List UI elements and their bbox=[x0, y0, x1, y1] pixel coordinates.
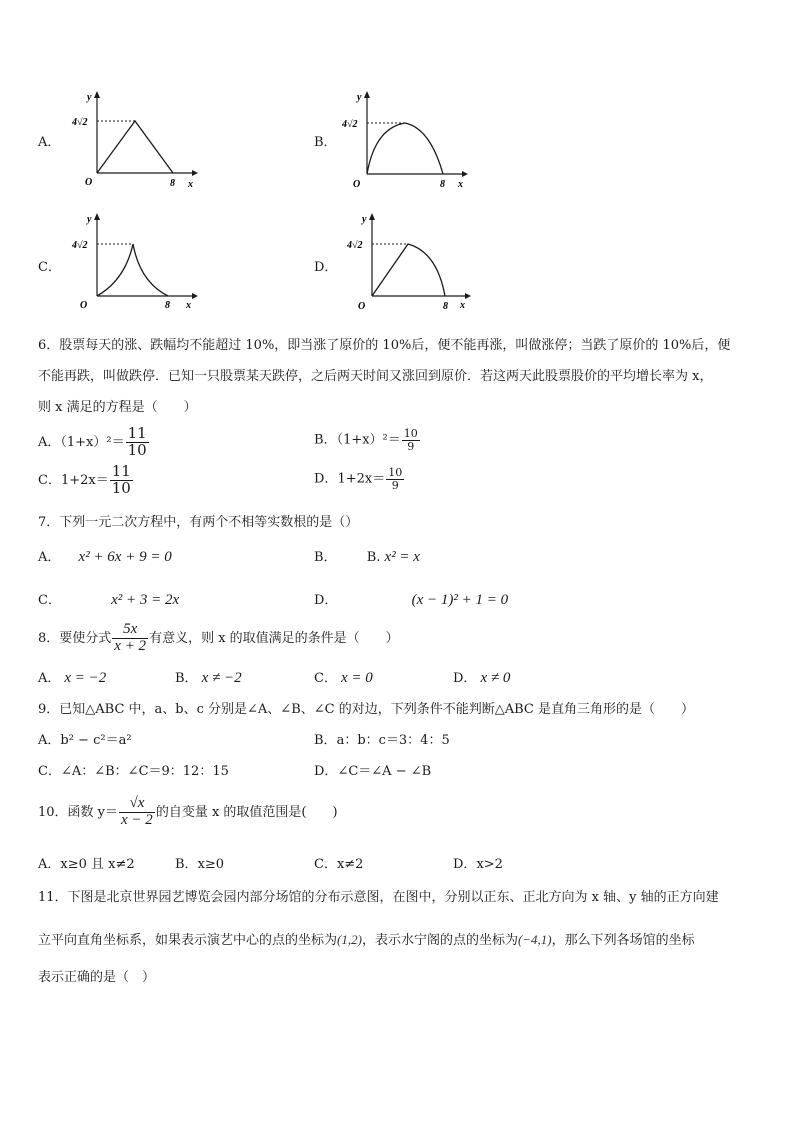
y-axis-label: y bbox=[362, 214, 367, 225]
option-expr: （1+x）²＝ bbox=[60, 434, 125, 450]
option-label: D． bbox=[314, 471, 338, 487]
option-label: D． bbox=[453, 857, 477, 872]
x-axis-arrow bbox=[462, 171, 468, 177]
q5-option-b-label: B． bbox=[314, 135, 337, 150]
q11-stem-line-1: 11．下图是北京世界园艺博览会园内部分场馆的分布示意图，在图中，分别以正东、正北方向为 x 轴、y 轴的正方向建 bbox=[38, 890, 719, 905]
graph-curve bbox=[372, 244, 445, 296]
fraction bbox=[402, 428, 420, 452]
x-tick-label: 8 bbox=[443, 301, 448, 312]
q6-stem-line-1: 6．股票每天的涨、跌幅均不能超过 10%，即当涨了原价的 10%后，便不能再涨，叫做涨停；当跌了原价的 10%后，便 bbox=[38, 338, 731, 353]
coordinate-performance-center: (1,2) bbox=[337, 932, 362, 947]
q10-option-a bbox=[38, 853, 135, 872]
y-axis-label: y bbox=[87, 214, 92, 225]
y-tick-label: 4√2 bbox=[342, 119, 358, 130]
option-expr: x≥0 且 x≠2 bbox=[60, 857, 135, 872]
option-label: C． bbox=[38, 593, 61, 608]
q8-option-c bbox=[314, 667, 373, 687]
q9-stem: 9．已知△ABC 中，a、b、c 分别是∠A、∠B、∠C 的对边，下列条件不能判断△ABC 是直角三角形的是（ ） bbox=[38, 702, 694, 717]
fraction-denominator: 9 bbox=[407, 439, 415, 453]
option-expr: x≠2 bbox=[336, 857, 364, 872]
option-expr: x ≠ 0 bbox=[480, 670, 511, 686]
option-label: C． bbox=[38, 764, 61, 779]
x-axis-arrow bbox=[465, 293, 471, 299]
y-axis-arrow bbox=[94, 213, 100, 220]
origin-label: O bbox=[353, 179, 361, 190]
q6-stem-line-3: 则 x 满足的方程是（ ） bbox=[38, 400, 197, 415]
q7-option-a bbox=[38, 546, 172, 566]
option-label: A． bbox=[38, 671, 61, 686]
y-axis-arrow bbox=[364, 91, 370, 98]
q10-option-c bbox=[314, 853, 363, 872]
y-axis-label: y bbox=[357, 92, 362, 103]
option-expr: 1+2x＝ bbox=[337, 471, 386, 487]
origin-label: O bbox=[80, 300, 88, 311]
x-axis-label: x bbox=[458, 179, 463, 190]
q9-option-b bbox=[314, 729, 450, 748]
x-axis-label: x bbox=[460, 300, 465, 311]
q9-option-d bbox=[314, 760, 431, 779]
fraction bbox=[386, 467, 404, 491]
option-expr: x ≠ −2 bbox=[201, 670, 242, 686]
origin-label: O bbox=[85, 177, 93, 188]
option-expr: x≥0 bbox=[197, 857, 225, 872]
option-label: D． bbox=[314, 593, 338, 608]
y-axis-arrow bbox=[369, 213, 375, 220]
q10-stem bbox=[38, 796, 338, 829]
graph-curve bbox=[97, 244, 168, 296]
y-axis-arrow bbox=[94, 91, 100, 98]
option-label: B． bbox=[175, 857, 198, 872]
q10-option-b bbox=[175, 853, 224, 872]
option-prefix: B. bbox=[366, 550, 381, 565]
fraction-denominator: x + 2 bbox=[114, 637, 147, 654]
q8-option-d bbox=[453, 667, 510, 687]
fraction bbox=[119, 796, 155, 829]
q10-option-d bbox=[453, 853, 503, 872]
option-expr: x>2 bbox=[476, 857, 503, 872]
q7-stem: 7．下列一元二次方程中，有两个不相等实数根的是（） bbox=[38, 515, 359, 530]
option-expr: x² + 3 = 2x bbox=[111, 592, 180, 608]
option-expr: ∠A：∠B：∠C＝9：12：15 bbox=[60, 764, 229, 779]
x-axis-label: x bbox=[186, 300, 191, 311]
fraction bbox=[112, 622, 148, 655]
option-label: C． bbox=[314, 857, 337, 872]
stem-suffix: 的自变量 x 的取值范围是( ) bbox=[155, 804, 338, 820]
option-expr: x² = x bbox=[384, 549, 420, 565]
q5-option-c-label: C． bbox=[38, 260, 61, 275]
stem-text: ，表示水宁阁的点的坐标为 bbox=[361, 933, 518, 948]
option-expr: x = −2 bbox=[64, 670, 107, 686]
q5-graph-b bbox=[340, 88, 470, 193]
y-tick-label: 4√2 bbox=[72, 240, 88, 251]
option-expr: a：b：c＝3：4：5 bbox=[336, 733, 450, 748]
x-tick-label: 8 bbox=[170, 178, 175, 189]
x-axis-arrow bbox=[192, 293, 198, 299]
option-label: A． bbox=[38, 434, 61, 450]
option-label: B． bbox=[314, 733, 337, 748]
option-label: A． bbox=[38, 550, 61, 565]
q5-graph-a bbox=[70, 88, 200, 193]
fraction bbox=[126, 426, 149, 459]
fraction-numerator: 5x bbox=[112, 622, 148, 639]
graph-curve bbox=[97, 121, 173, 173]
q6-option-d bbox=[314, 467, 405, 491]
q5-graph-c bbox=[70, 210, 200, 315]
x-tick-label: 8 bbox=[440, 179, 445, 190]
q8-option-b bbox=[175, 667, 242, 687]
q11-stem-line-3: 表示正确的是（ ） bbox=[38, 970, 156, 985]
x-axis-arrow bbox=[192, 170, 198, 176]
fraction-denominator: x − 2 bbox=[121, 811, 153, 828]
fraction-numerator: 11 bbox=[127, 424, 147, 442]
fraction-numerator: √x bbox=[119, 796, 155, 813]
option-label: C． bbox=[314, 671, 337, 686]
x-axis-label: x bbox=[188, 179, 193, 190]
fraction bbox=[110, 464, 133, 497]
q7-option-b bbox=[314, 546, 420, 566]
y-tick-label: 4√2 bbox=[72, 117, 88, 128]
option-label: B． bbox=[314, 432, 337, 448]
option-label: D． bbox=[453, 671, 477, 686]
option-expr: ∠C＝∠A − ∠B bbox=[337, 764, 432, 779]
option-label: A． bbox=[38, 857, 61, 872]
option-label: A． bbox=[38, 733, 61, 748]
graph-curve bbox=[367, 123, 443, 174]
q5-option-a-label: A． bbox=[38, 135, 61, 150]
q8-option-a bbox=[38, 667, 106, 687]
stem-text: 立平向直角坐标系，如果表示演艺中心的点的坐标为 bbox=[38, 933, 338, 948]
q7-option-d bbox=[314, 589, 508, 609]
q5-graph-d bbox=[345, 210, 475, 315]
option-label: B． bbox=[314, 550, 337, 565]
option-expr: x = 0 bbox=[340, 670, 373, 686]
fraction-numerator: 11 bbox=[111, 462, 131, 480]
x-tick-label: 8 bbox=[165, 300, 170, 311]
stem-prefix: 8．要使分式 bbox=[38, 630, 112, 646]
q6-option-a bbox=[38, 426, 150, 459]
fraction-numerator: 10 bbox=[388, 466, 403, 479]
stem-prefix: 10．函数 y＝ bbox=[38, 804, 119, 820]
option-expr: （1+x）²＝ bbox=[336, 432, 401, 448]
option-expr: b² − c²＝a² bbox=[60, 733, 132, 748]
y-tick-label: 4√2 bbox=[347, 240, 363, 251]
q9-option-a bbox=[38, 729, 132, 748]
fraction-denominator: 10 bbox=[127, 440, 147, 459]
q6-option-c bbox=[38, 464, 134, 497]
stem-text: ，那么下列各场馆的坐标 bbox=[551, 933, 695, 948]
option-expr: x² + 6x + 9 = 0 bbox=[78, 549, 172, 565]
origin-label: O bbox=[358, 301, 366, 312]
stem-suffix: 有意义，则 x 的取值满足的条件是（ ） bbox=[149, 630, 399, 646]
fraction-denominator: 9 bbox=[391, 478, 399, 492]
y-axis-label: y bbox=[87, 92, 92, 103]
option-label: D． bbox=[314, 764, 338, 779]
option-expr: 1+2x＝ bbox=[60, 472, 109, 488]
option-label: C． bbox=[38, 472, 61, 488]
q5-option-d-label: D． bbox=[314, 260, 338, 275]
option-label: B． bbox=[175, 671, 198, 686]
q9-option-c bbox=[38, 760, 229, 779]
coordinate-shuining-pavilion: (−4,1) bbox=[517, 932, 552, 947]
q11-stem-line-2 bbox=[38, 929, 695, 948]
q6-stem-line-2: 不能再跌，叫做跌停．已知一只股票某天跌停，之后两天时间又涨回到原价．若这两天此股票股价的平均增长率为 x， bbox=[38, 369, 713, 384]
fraction-denominator: 10 bbox=[111, 478, 131, 497]
q8-stem bbox=[38, 622, 399, 655]
q7-option-c bbox=[38, 589, 179, 609]
fraction-numerator: 10 bbox=[403, 427, 418, 440]
q6-option-b bbox=[314, 428, 421, 452]
option-expr: (x − 1)² + 1 = 0 bbox=[411, 592, 509, 608]
